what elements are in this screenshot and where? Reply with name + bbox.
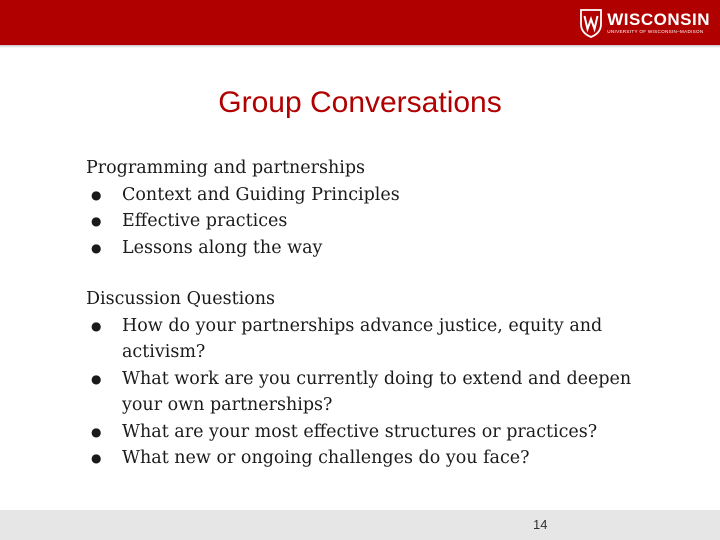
university-logo	[579, 6, 710, 40]
list-item-text: Effective practices	[122, 211, 288, 231]
logo-subtitle: UNIVERSITY OF WISCONSIN–MADISON	[607, 29, 704, 35]
section-programming	[86, 155, 646, 261]
bullet-icon: ●	[91, 214, 102, 228]
bullet-icon: ●	[91, 424, 102, 439]
list-item	[86, 313, 646, 366]
header-shadow	[0, 45, 720, 48]
section-heading: Discussion Questions	[86, 289, 275, 309]
list-item	[86, 419, 646, 446]
bullet-icon: ●	[91, 240, 102, 255]
section-heading: Programming and partnerships	[86, 158, 366, 178]
bullet-icon: ●	[91, 187, 102, 202]
page-number: 14	[533, 517, 548, 532]
footer-bar	[0, 510, 720, 540]
bullet-icon: ●	[91, 371, 102, 386]
list-item-text: Context and Guiding Principles	[122, 184, 400, 205]
bullet-icon: ●	[91, 318, 102, 333]
list-item-text: What are your most effective structures or practices?	[122, 421, 598, 442]
slide-title: Group Conversations	[218, 86, 502, 119]
bullet-list	[86, 313, 646, 472]
header-bar	[0, 0, 720, 45]
list-item-text: How do your partnerships advance justice, equity and activism?	[122, 315, 603, 362]
list-item-text: Lessons along the way	[122, 237, 323, 258]
logo-wordmark-text: WISCONSIN	[607, 10, 710, 30]
list-item-text: What new or ongoing challenges do you face?	[122, 448, 530, 468]
bullet-list	[86, 182, 646, 262]
crest-icon	[579, 8, 603, 38]
list-item	[86, 445, 646, 472]
logo-wordmark	[607, 11, 710, 35]
list-item	[86, 182, 646, 209]
list-item-text: What work are you currently doing to extend and deepen your own partnerships?	[122, 368, 632, 415]
section-discussion	[86, 286, 646, 472]
bullet-icon: ●	[91, 451, 102, 465]
list-item	[86, 366, 646, 419]
list-item	[86, 235, 646, 262]
list-item	[86, 208, 646, 235]
